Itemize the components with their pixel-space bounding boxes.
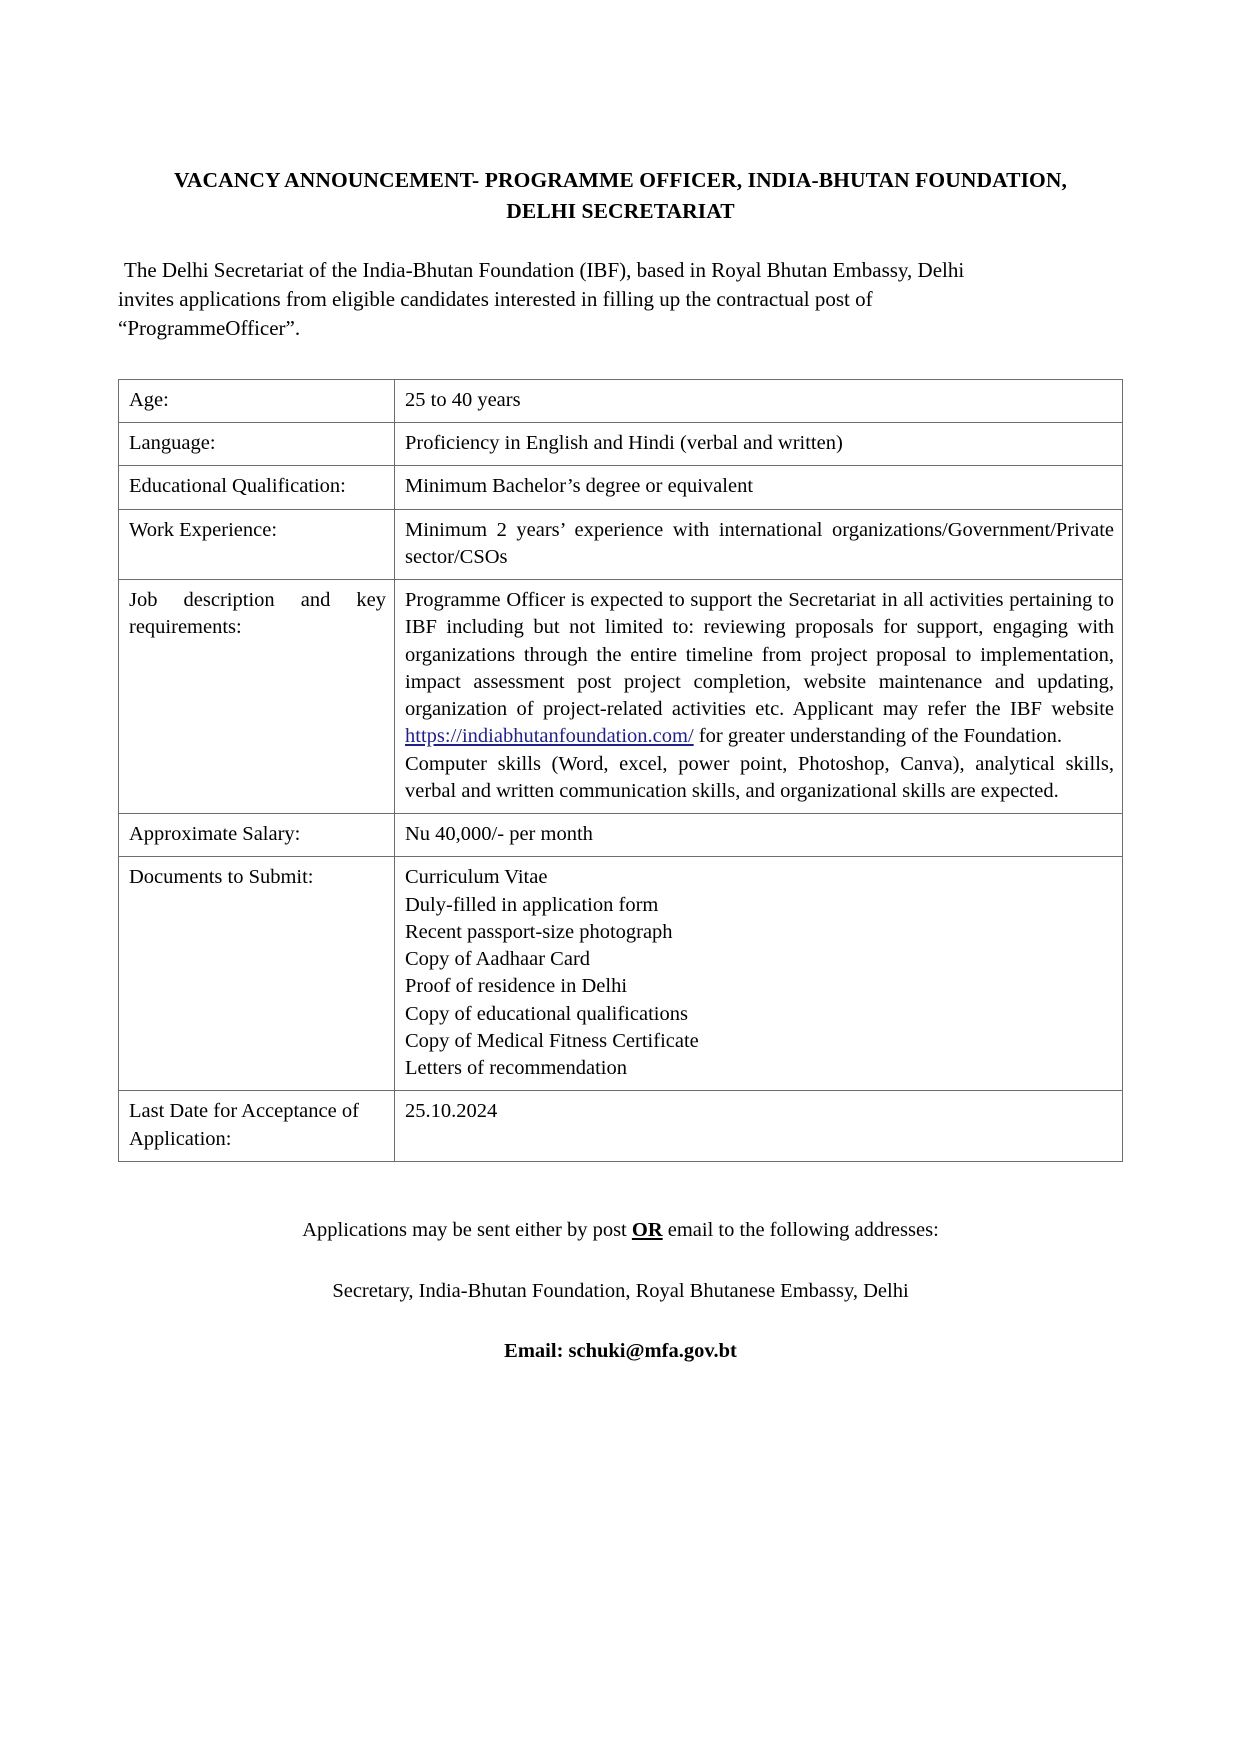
intro-line-3: “ProgrammeOfficer”. [118,315,301,340]
job-description-paragraph-2: Computer skills (Word, excel, power point, Photoshop, Canva), analytical skills, verbal and written communication skills, and organizational skills are expected. [405,752,1114,802]
footer-text-after-or: email to the following addresses: [662,1218,939,1241]
row-label-age: Age: [119,379,395,422]
table-row [119,580,1123,814]
footer-block [118,1217,1123,1365]
row-value-last-date: 25.10.2024 [395,1091,1123,1162]
table-row [119,466,1123,509]
row-label-work-experience: Work Experience: [119,509,395,580]
list-item: Duly-filled in application form [405,893,659,916]
table-row [119,1091,1123,1162]
row-label-job-description: Job description and key requirements: [119,580,395,814]
row-value-approximate-salary: Nu 40,000/- per month [395,814,1123,857]
intro-paragraph [118,256,1123,343]
row-label-documents-to-submit: Documents to Submit: [119,857,395,1091]
job-description-text-before-link: Programme Officer is expected to support the Secretariat in all activities pertaining to IBF including but not limited to: reviewing proposals for support, engaging with organizations through the entire timeline from project proposal to implementation, impact assessment post project completion, website maintenance and updating, organization of project-related activities etc. Applicant may refer the IBF website [405,589,1114,721]
list-item: Copy of educational qualifications [405,1002,688,1025]
table-row [119,814,1123,857]
row-label-language: Language: [119,423,395,466]
table-row [119,509,1123,580]
job-description-paragraph-1 [405,587,1114,751]
row-label-educational-qualification: Educational Qualification: [119,466,395,509]
table-row [119,423,1123,466]
ibf-website-link[interactable]: https://indiabhutanfoundation.com/ [405,725,694,748]
row-label-approximate-salary: Approximate Salary: [119,814,395,857]
list-item: Letters of recommendation [405,1057,627,1080]
list-item: Recent passport-size photograph [405,920,673,943]
table-row [119,857,1123,1091]
footer-or-emphasis: OR [631,1218,663,1241]
row-label-last-date: Last Date for Acceptance of Application: [119,1091,395,1162]
footer-line-applications [118,1217,1123,1244]
list-item: Copy of Medical Fitness Certificate [405,1029,699,1052]
vacancy-details-table [118,379,1123,1162]
row-value-age: 25 to 40 years [395,379,1123,422]
row-value-job-description [395,580,1123,814]
list-item: Curriculum Vitae [405,866,548,889]
table-row [119,379,1123,422]
row-value-language: Proficiency in English and Hindi (verbal and written) [395,423,1123,466]
footer-text-before-or: Applications may be sent either by post [302,1218,632,1241]
page-title-line-2: DELHI SECRETARIAT [506,198,735,223]
row-value-educational-qualification: Minimum Bachelor’s degree or equivalent [395,466,1123,509]
page-title [118,165,1123,226]
footer-line-postal-address: Secretary, India-Bhutan Foundation, Royal Bhutanese Embassy, Delhi [332,1279,909,1302]
list-item: Copy of Aadhaar Card [405,948,591,971]
intro-line-2: invites applications from eligible candidates interested in filling up the contractual post of [118,287,873,311]
job-description-text-after-link: for greater understanding of the Foundation. [693,725,1063,748]
row-value-work-experience: Minimum 2 years’ experience with international organizations/Government/Private sector/CSOs [395,509,1123,580]
documents-list [405,864,1114,1082]
list-item: Proof of residence in Delhi [405,975,628,998]
page-title-line-1: VACANCY ANNOUNCEMENT- PROGRAMME OFFICER, INDIA-BHUTAN FOUNDATION, [174,168,1067,192]
intro-line-1: The Delhi Secretariat of the India-Bhutan Foundation (IBF), based in Royal Bhutan Embassy, Delhi [124,258,965,283]
row-value-documents-to-submit [395,857,1123,1091]
footer-line-email: Email: schuki@mfa.gov.bt [504,1340,737,1363]
